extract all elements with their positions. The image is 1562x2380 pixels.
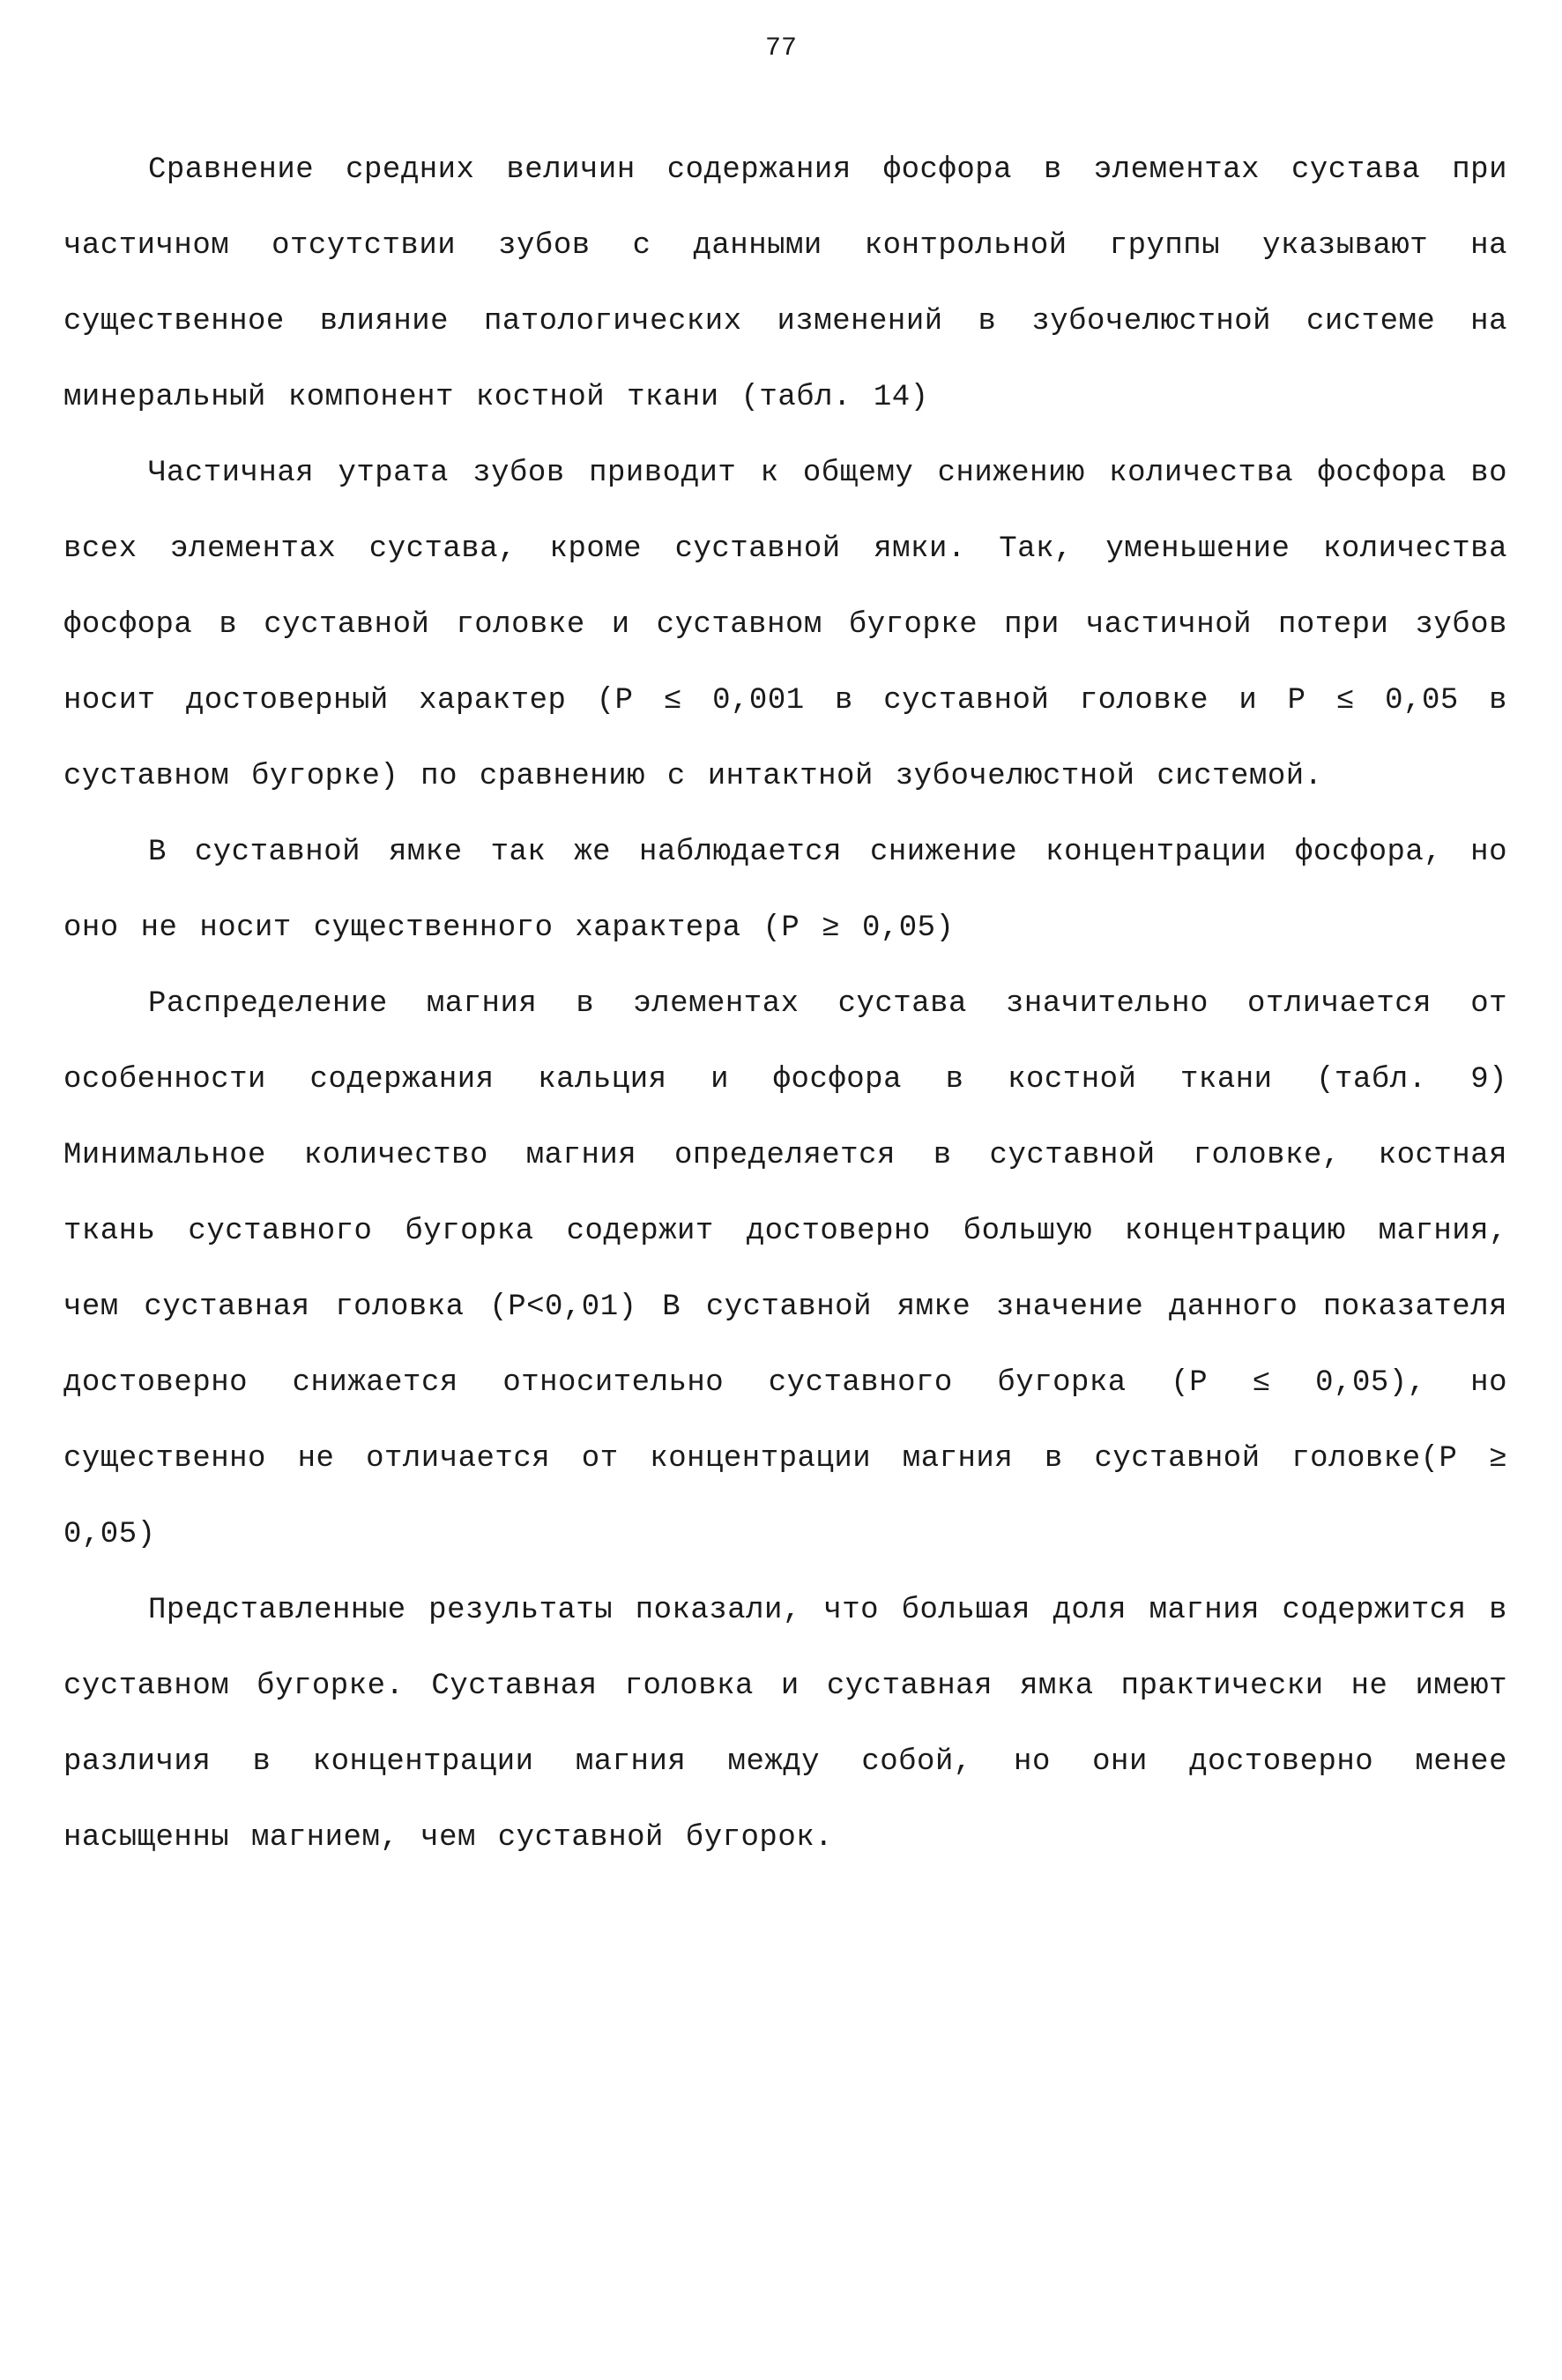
paragraph-magnesium-distribution: Распределение магния в элементах сустава значительно отличается от особенности содержания кальция и фосфора в костной ткани (табл. 9) Минимальное количество магния определяется в суставной головке, костная ткань суставного бугорка содержит достоверно большую концентрацию магния, чем суставная головка (P<0,01) В суставной ямке значение данного показателя достоверно снижается относительно суставного бугорка (P ≤ 0,05), но существенно не отличается от концентрации магния в суставной головке(P ≥ 0,05) (63, 987, 1507, 1551)
paragraph-partial-tooth-loss: Частичная утрата зубов приводит к общему снижению количества фосфора во всех элементах сустава, кроме суставной ямки. Так, уменьшение количества фосфора в суставной головке и суставном бугорке при частичной потери зубов носит достоверный характер (P ≤ 0,001 в суставной головке и P ≤ 0,05 в суставном бугорке) по сравнению с интактной зубочелюстной системой. (63, 457, 1507, 793)
paragraph-articular-fossa: В суставной ямке так же наблюдается снижение концентрации фосфора, но оно не носит существенного характера (P ≥ 0,05) (63, 836, 1507, 945)
document-body (63, 132, 1507, 1876)
paragraph-phosphorus-comparison: Сравнение средних величин содержания фосфора в элементах сустава при частичном отсутствии зубов с данными контрольной группы указывают на существенное влияние патологических изменений в зубочелюстной системе на минеральный компонент костной ткани (табл. 14) (63, 153, 1507, 414)
paragraph-results-summary: Представленные результаты показали, что большая доля магния содержится в суставном бугорке. Суставная головка и суставная ямка практически не имеют различия в концентрации магния между собой, но они достоверно менее насыщенны магнием, чем суставной бугорок. (63, 1594, 1507, 1855)
page-number: 77 (764, 33, 797, 63)
